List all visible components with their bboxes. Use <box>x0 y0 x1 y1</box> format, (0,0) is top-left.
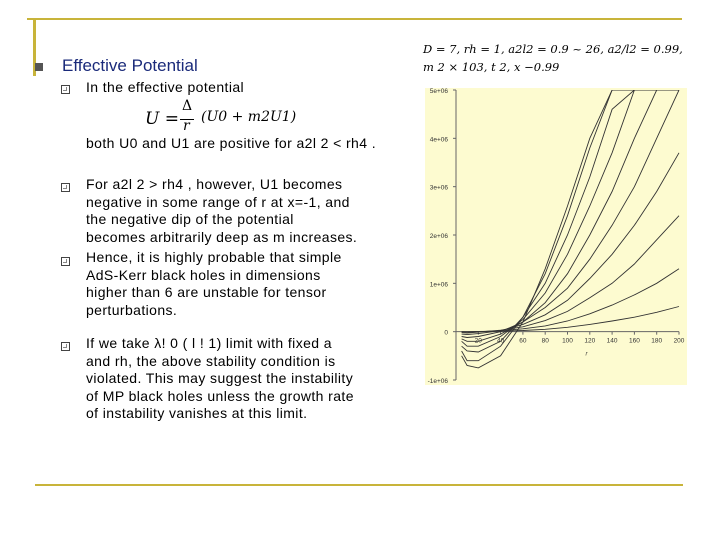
plot-params-line-1: D = 7, rh = 1, a2l2 = 0.9 ~ 26, a2/l2 = 0.99, <box>423 42 683 56</box>
series-10-line <box>462 307 679 332</box>
formula-lhs: U = <box>145 109 179 129</box>
bullet-3-line: higher than 6 are unstable for tensor <box>86 284 327 300</box>
plot-params-line-2: m 2 × 103, t 2, x −0.99 <box>423 60 560 74</box>
bullet-2-line: negative in some range of r at x=-1, and <box>86 193 350 210</box>
series-4-line <box>462 90 679 346</box>
y-tick-label: 1e+06 <box>429 281 448 289</box>
y-tick-label: 2e+06 <box>429 233 448 240</box>
x-axis-label: r <box>585 351 588 358</box>
x-tick-label: 120 <box>584 337 596 345</box>
y-tick-label: 0 <box>444 329 448 337</box>
series-8-line <box>462 216 679 333</box>
bullet-4-line: and rh, the above stability condition is <box>86 352 336 369</box>
series-5-line <box>462 90 679 341</box>
x-tick-label: 160 <box>628 337 640 345</box>
y-tick-label: 5e+06 <box>429 88 448 95</box>
bullet-3-line: perturbations. <box>86 301 178 318</box>
bullet-4-line: violated. This may suggest the instability <box>86 370 354 386</box>
bullet-4-line: of instability vanishes at this limit. <box>86 405 308 421</box>
x-tick-label: 80 <box>541 337 549 345</box>
bullet-1-text: In the effective potential <box>86 79 245 95</box>
formula-numerator: Δ <box>182 98 193 114</box>
x-tick-label: 100 <box>562 337 573 345</box>
series-9-line <box>462 269 679 332</box>
slide-title: Effective Potential <box>62 56 198 75</box>
bullet-2-line: For a2l 2 > rh4 , however, U1 becomes <box>86 176 343 192</box>
series-3-line <box>462 90 679 352</box>
x-tick-label: 200 <box>673 337 685 345</box>
x-tick-label: 20 <box>474 337 482 345</box>
formula-denominator: r <box>183 118 190 134</box>
x-tick-label: 180 <box>651 337 663 345</box>
bullet-4-line: of MP black holes unless the growth rate <box>86 387 354 404</box>
series-6-line <box>462 90 679 338</box>
x-tick-label: 60 <box>519 337 527 345</box>
bullet-1-continuation: both U0 and U1 are positive for a2l 2 < rh4 . <box>86 135 376 151</box>
y-tick-label: 4e+06 <box>429 136 448 144</box>
bullet-4-line: If we take λ! 0 ( l ! 1) limit with fixed a <box>86 335 332 351</box>
formula-rhs: (U0 + m2U1) <box>201 109 297 125</box>
bullet-2-line: becomes arbitrarily deep as m increases. <box>86 228 358 245</box>
bullet-2-line: the negative dip of the potential <box>86 211 294 227</box>
x-tick-label: 140 <box>606 337 618 345</box>
series-7-line <box>462 153 679 335</box>
bullet-3-line: Hence, it is highly probable that simple <box>86 249 342 265</box>
x-tick-label: 40 <box>496 337 505 345</box>
bullet-3-line: AdS-Kerr black holes in dimensions <box>86 266 321 283</box>
y-tick-label: -1e+06 <box>427 378 448 385</box>
y-tick-label: 3e+06 <box>429 184 448 192</box>
